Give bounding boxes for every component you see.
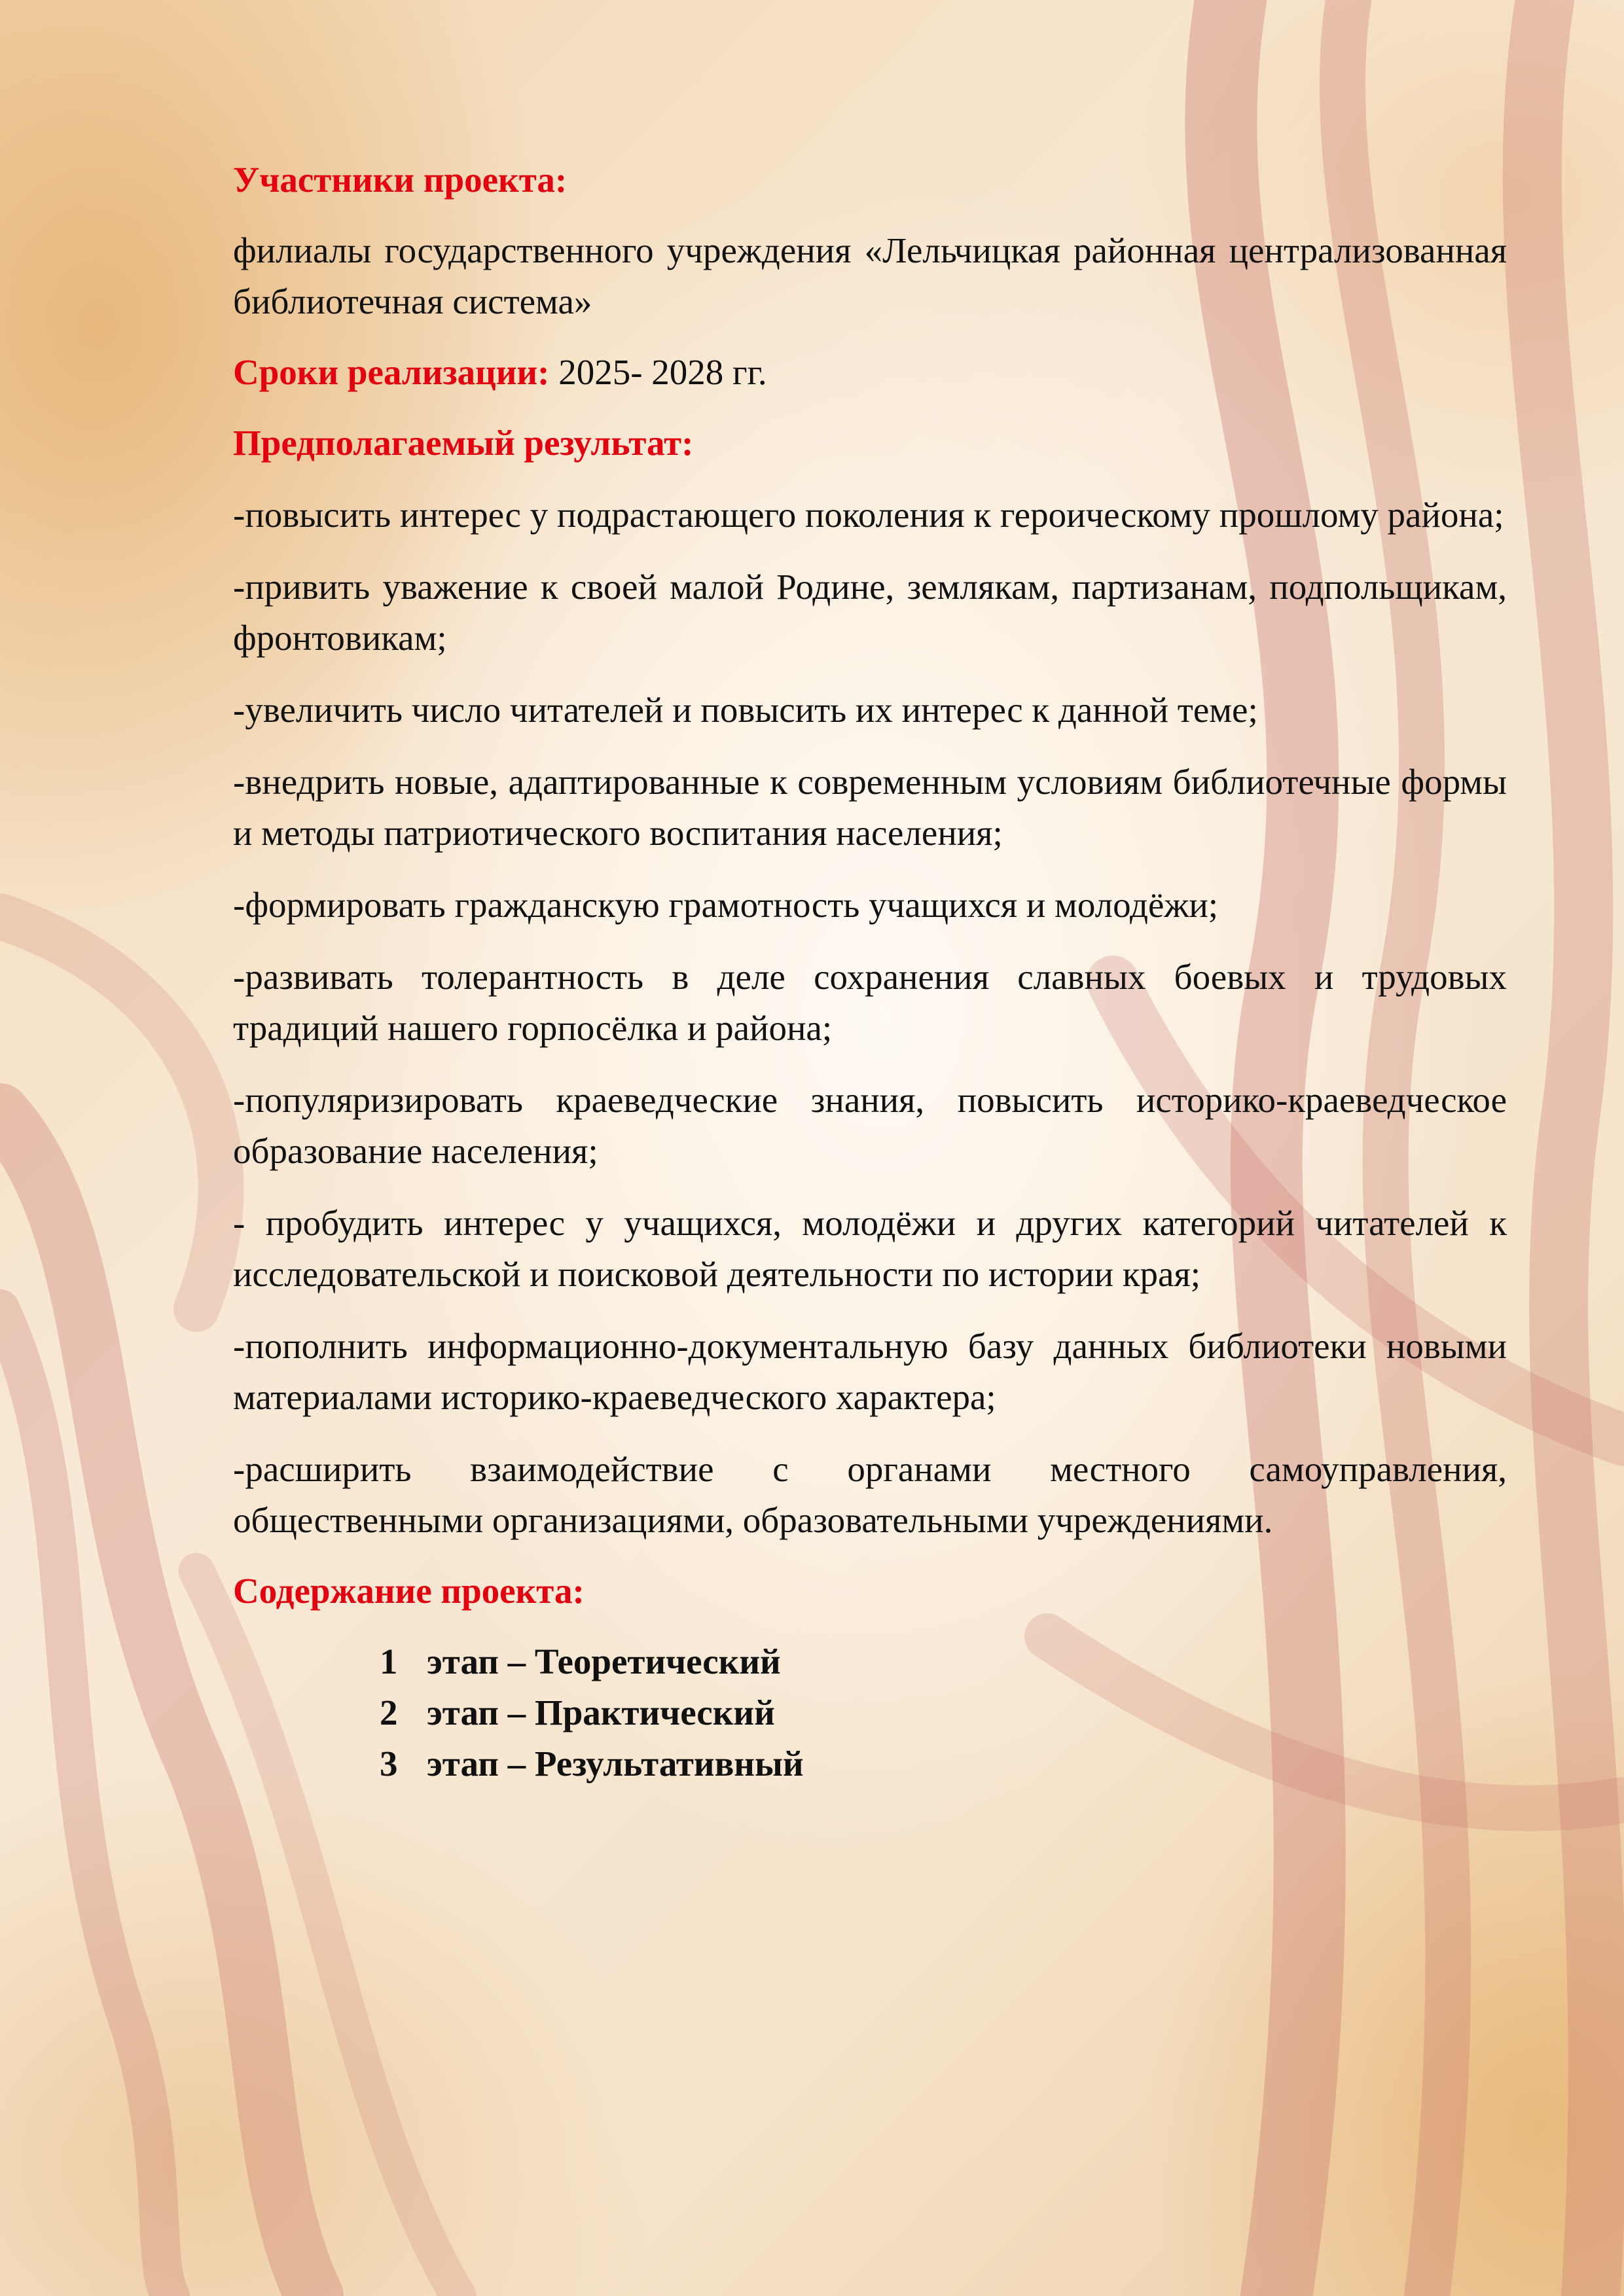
stage-label: этап – Результативный (427, 1744, 804, 1784)
result-item: -внедрить новые, адаптированные к современным условиям библиотечные формы и методы патриотического воспитания населения; (233, 762, 1507, 853)
timeline-line (233, 347, 1507, 398)
result-item: -развивать толерантность в деле сохранения славных боевых и трудовых традиций нашего горпосёлка и района; (233, 957, 1507, 1048)
stages-list (233, 1636, 1507, 1789)
result-item: -увеличить число читателей и повысить их интерес к данной теме; (233, 690, 1258, 730)
results-heading: Предполагаемый результат: (233, 423, 694, 463)
stage-item (233, 1636, 1507, 1687)
participants-heading: Участники проекта: (233, 160, 568, 200)
stage-item (233, 1687, 1507, 1738)
timeline-value: 2025- 2028 гг. (549, 352, 767, 392)
result-item: -привить уважение к своей малой Родине, землякам, партизанам, подпольщикам, фронтовикам; (233, 567, 1507, 658)
document-body (233, 154, 1507, 1789)
stage-item (233, 1738, 1507, 1789)
result-item: -повысить интерес у подрастающего поколения к героическому прошлому района; (233, 495, 1504, 535)
participants-text: филиалы государственного учреждения «Лельчицкая районная централизованная библиотечная система» (233, 230, 1507, 321)
stage-number: 1 (380, 1641, 398, 1681)
result-item: -формировать гражданскую грамотность учащихся и молодёжи; (233, 885, 1219, 925)
stage-label: этап – Теоретический (427, 1641, 781, 1681)
stage-label: этап – Практический (427, 1693, 775, 1732)
contents-heading: Содержание проекта: (233, 1571, 585, 1611)
result-item: -пополнить информационно-документальную базу данных библиотеки новыми материалами историко-краеведческого характера; (233, 1326, 1507, 1417)
timeline-heading: Сроки реализации: (233, 352, 550, 392)
stage-number: 2 (380, 1693, 398, 1732)
result-item: -расширить взаимодействие с органами местного самоуправления, общественными организациями, образовательными учреждениями. (233, 1449, 1507, 1540)
stage-number: 3 (380, 1744, 398, 1784)
result-item: -популяризировать краеведческие знания, повысить историко-краеведческое образование населения; (233, 1080, 1507, 1171)
result-item: - пробудить интерес у учащихся, молодёжи и других категорий читателей к исследовательской и поисковой деятельности по истории края; (233, 1203, 1507, 1294)
